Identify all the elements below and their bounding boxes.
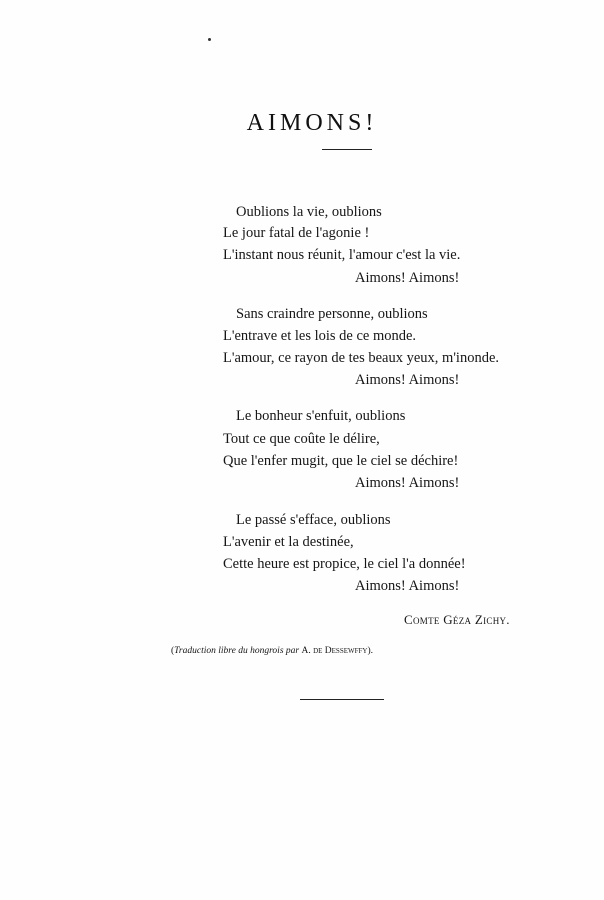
page-speck [208, 38, 211, 41]
stanza-3-line-1: Le bonheur s'enfuit, oublions [236, 408, 406, 424]
credit-translator: A. de Dessewffy [301, 646, 368, 656]
author-signature: Comte Géza Zichy. [404, 612, 510, 627]
end-rule [300, 699, 384, 700]
credit-text: Traduction libre du hongrois par [174, 646, 300, 656]
stanza-1-refrain: Aimons! Aimons! [355, 270, 460, 286]
stanza-4-line-3: Cette heure est propice, le ciel l'a donnée! [223, 556, 466, 572]
stanza-1-line-3: L'instant nous réunit, l'amour c'est la vie. [223, 247, 461, 263]
stanza-4-refrain: Aimons! Aimons! [355, 578, 460, 594]
stanza-1-line-2: Le jour fatal de l'agonie ! [223, 225, 370, 241]
poem-title: AIMONS! [246, 110, 378, 136]
translation-credit [171, 646, 373, 656]
stanza-3-line-3: Que l'enfer mugit, que le ciel se déchire! [223, 453, 459, 469]
stanza-2-line-1: Sans craindre personne, oublions [236, 306, 428, 322]
stanza-3-refrain: Aimons! Aimons! [355, 475, 460, 491]
credit-close-paren: ). [367, 646, 373, 656]
stanza-4-line-2: L'avenir et la destinée, [223, 534, 354, 550]
credit-open-paren: ( [171, 646, 175, 656]
stanza-3-line-2: Tout ce que coûte le délire, [223, 431, 380, 447]
stanza-2-line-2: L'entrave et les lois de ce monde. [223, 328, 417, 344]
stanza-4-line-1: Le passé s'efface, oublions [236, 512, 391, 528]
title-rule [322, 149, 372, 150]
stanza-2-line-3: L'amour, ce rayon de tes beaux yeux, m'inonde. [223, 350, 500, 366]
stanza-1-line-1: Oublions la vie, oublions [236, 204, 382, 220]
stanza-2-refrain: Aimons! Aimons! [355, 372, 460, 388]
